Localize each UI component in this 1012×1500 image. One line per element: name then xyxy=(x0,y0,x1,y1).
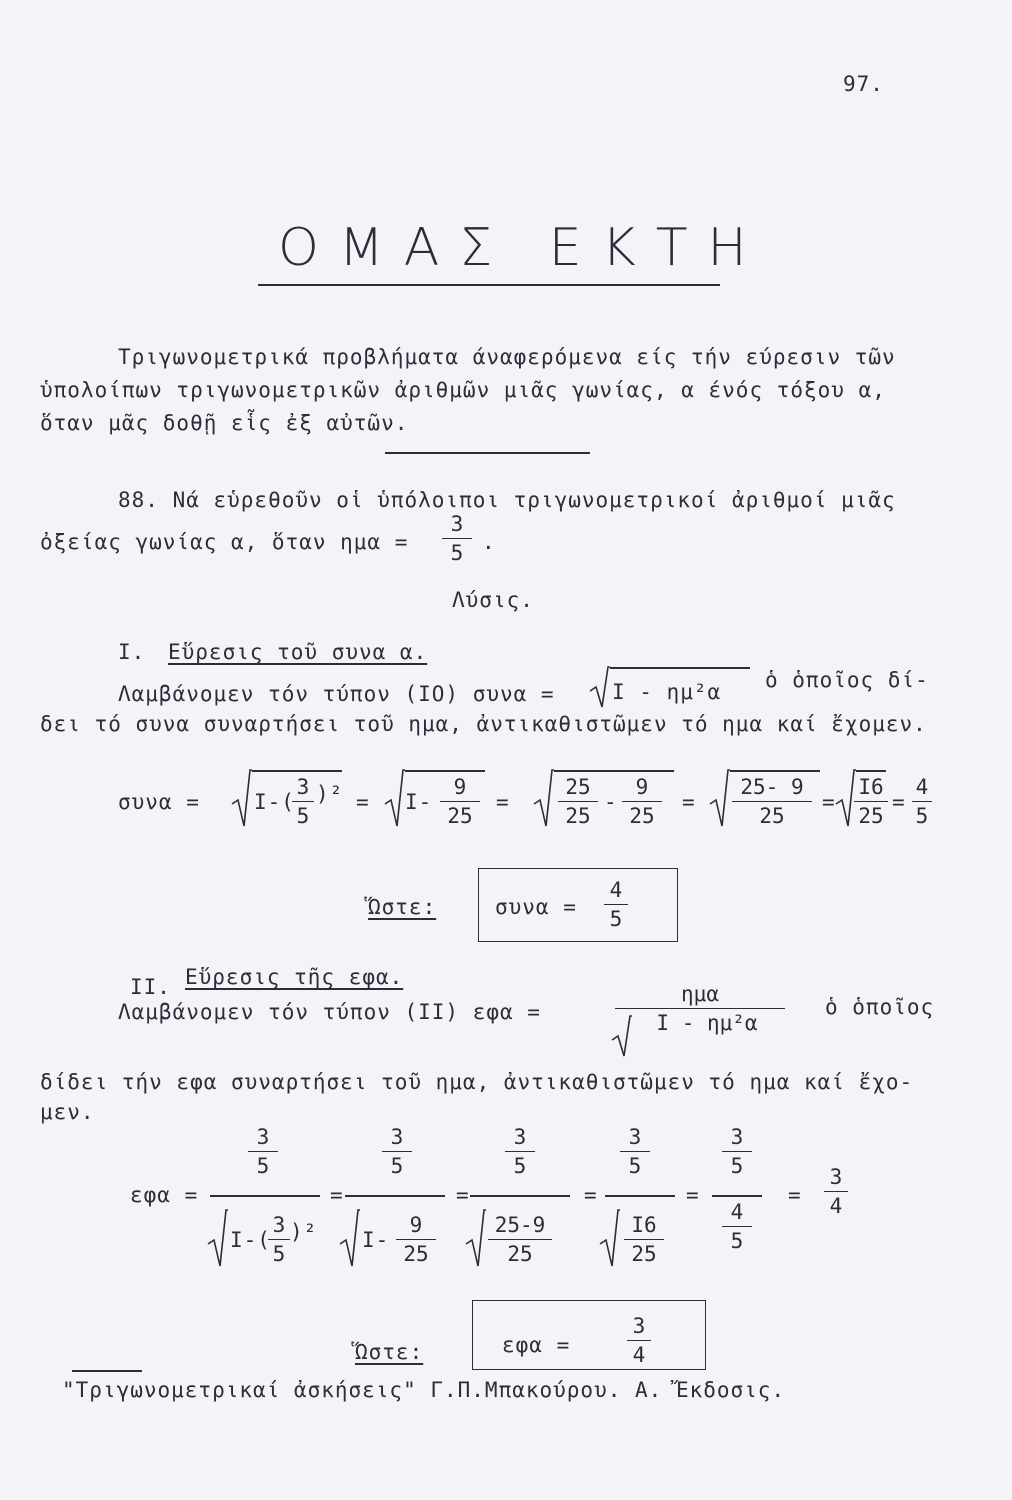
part2-line-2: δίδει τήν εφα συναρτήσει τοῦ ημα, ἀντικαθιστῶμεν τό ημα καί ἔχο- xyxy=(40,1070,914,1094)
tan-eq-f4-top: 3 5 xyxy=(620,1125,650,1178)
tan-eq-lhs: εφα = xyxy=(130,1183,199,1207)
part2-result-lhs: εφα = xyxy=(502,1333,571,1357)
tan-eq-f2-top: 3 5 xyxy=(382,1125,412,1178)
radical-sign-icon xyxy=(466,1208,486,1268)
equals-sign: = xyxy=(356,790,370,814)
page-number: 97. xyxy=(843,72,884,96)
part1-therefore: Ὥστε: xyxy=(368,895,437,919)
tan-eq-f2-bottom: Ι- xyxy=(362,1228,390,1252)
equals-sign: = xyxy=(822,790,836,814)
minus-sign: - xyxy=(604,790,618,814)
part1-formula-text-end: ὁ ὁποῖος δί- xyxy=(765,668,929,692)
part2-line-3: μεν. xyxy=(40,1100,95,1124)
radical-bar xyxy=(554,770,674,772)
radical-sign-icon xyxy=(836,768,856,828)
radical-sign-icon xyxy=(208,1208,228,1268)
tan-eq-f2-bottom-fraction: 9 25 xyxy=(396,1213,436,1266)
problem-line-2: ὀξείας γωνίας α, ὅταν ημα = xyxy=(40,530,409,554)
part2-therefore: Ὥστε: xyxy=(355,1340,424,1364)
tan-eq-f1-power: )² xyxy=(290,1220,318,1244)
part2-formula-text: Λαμβάνομεν τόν τύπον (ΙΙ) εφα = xyxy=(118,1000,541,1024)
cos-eq-lhs: συνα = xyxy=(118,790,200,814)
tan-eq-f1-top: 3 5 xyxy=(248,1125,278,1178)
tan-eq-f4-bottom-fraction: Ι6 25 xyxy=(624,1213,664,1266)
cos-eq-term1-power: )² xyxy=(316,782,344,806)
cos-eq-term3a-fraction: 25 25 xyxy=(558,775,598,828)
intro-divider xyxy=(385,452,590,454)
part1-result-lhs: συνα = xyxy=(495,895,577,919)
problem-line-1: 88. Νά εὑρεθοῦν οἱ ὑπόλοιποι τριγωνομετρικοί ἀριθμοί μιᾶς xyxy=(118,488,896,512)
part1-line-2: δει τό συνα συναρτήσει τοῦ ημα, ἀντικαθιστῶμεν τό ημα καί ἔχομεν. xyxy=(40,712,927,736)
radical-sign-icon xyxy=(340,1208,360,1268)
radical-bar xyxy=(730,770,820,772)
intro-line-2: ὑπολοίπων τριγωνομετρικῶν ἀριθμῶν μιᾶς γωνίας, α ένός τόξου α, xyxy=(40,378,886,402)
radical-bar xyxy=(252,770,342,772)
cos-eq-term3b-fraction: 9 25 xyxy=(622,775,662,828)
radical-sign-icon xyxy=(232,768,252,828)
section-title: ΟΜΑΣ ΕΚΤΗ xyxy=(278,218,767,278)
fraction-bar xyxy=(210,1195,320,1197)
problem-end-dot: . xyxy=(482,530,496,554)
equals-sign: = xyxy=(788,1183,802,1207)
footer-citation: "Τριγωνομετρικαί ἀσκήσεις" Γ.Π.Μπακούρου. Α. Ἔκδοσις. xyxy=(62,1378,786,1402)
part1-formula-radicand: Ι - ημ²α xyxy=(612,680,722,704)
radical-bar xyxy=(856,770,886,772)
equals-sign: = xyxy=(686,1183,700,1207)
tan-eq-f3-bottom-fraction: 25-9 25 xyxy=(488,1213,552,1266)
fraction-bar xyxy=(605,1195,675,1197)
part1-result-fraction: 4 5 xyxy=(604,878,628,931)
fraction-bar xyxy=(345,1195,445,1197)
radical-sign-icon xyxy=(600,1208,620,1268)
part1-formula-text: Λαμβάνομεν τόν τύπον (ΙΟ) συνα = xyxy=(118,682,555,706)
tan-eq-f3-top: 3 5 xyxy=(505,1125,535,1178)
radical-sign-icon xyxy=(385,768,405,828)
radical-bar xyxy=(610,667,750,669)
cos-eq-term1-fraction: 3 5 xyxy=(292,775,314,828)
part1-heading-number: Ι. xyxy=(118,640,146,664)
fraction-bar xyxy=(712,1195,762,1197)
cos-eq-term1: Ι-( xyxy=(254,790,295,814)
radical-sign-icon xyxy=(590,665,610,709)
part2-heading: Εὕρεσις τῆς εφα. xyxy=(185,965,404,989)
equals-sign: = xyxy=(496,790,510,814)
intro-line-1: Τριγωνομετρικά προβλήματα άναφερόμενα είς τήν εύρεσιν τῶν xyxy=(118,345,896,369)
cos-eq-term5-fraction: Ι6 25 xyxy=(854,775,888,828)
part1-heading: Εὕρεσις τοῦ συνα α. xyxy=(168,640,428,664)
intro-line-3: ὅταν μᾶς δοθῇ εἷς ἐξ αὐτῶν. xyxy=(40,411,409,435)
tan-eq-f5-bottom-fraction: 4 5 xyxy=(722,1200,752,1253)
equals-sign: = xyxy=(892,790,906,814)
equals-sign: = xyxy=(330,1183,344,1207)
cos-eq-result-fraction: 4 5 xyxy=(912,775,932,828)
radical-sign-icon xyxy=(612,1014,632,1058)
part2-result-fraction: 3 4 xyxy=(627,1314,651,1367)
tan-eq-f5-top: 3 5 xyxy=(722,1125,752,1178)
cos-eq-term2: Ι- xyxy=(405,790,433,814)
fraction-bar xyxy=(470,1195,570,1197)
part2-formula-fraction: ημα Ι - ημ²α xyxy=(615,982,785,1035)
footer-rule xyxy=(72,1370,142,1372)
cos-eq-term4-fraction: 25- 9 25 xyxy=(732,775,812,828)
part2-heading-number: ΙΙ. xyxy=(130,975,171,999)
tan-eq-result-fraction: 3 4 xyxy=(824,1165,848,1218)
radical-sign-icon xyxy=(710,768,730,828)
part2-formula-text-end: ὁ ὁποῖος xyxy=(825,995,935,1019)
tan-eq-f1-bottom-fraction: 3 5 xyxy=(268,1213,290,1266)
solution-label: Λύσις. xyxy=(452,588,534,612)
problem-value-fraction: 3 5 xyxy=(442,512,472,565)
radical-bar xyxy=(405,770,485,772)
equals-sign: = xyxy=(682,790,696,814)
radical-sign-icon xyxy=(534,768,554,828)
equals-sign: = xyxy=(584,1183,598,1207)
title-underline xyxy=(258,284,720,286)
cos-eq-term2-fraction: 9 25 xyxy=(440,775,480,828)
tan-eq-f1-bottom: Ι-( xyxy=(230,1228,271,1252)
equals-sign: = xyxy=(456,1183,470,1207)
